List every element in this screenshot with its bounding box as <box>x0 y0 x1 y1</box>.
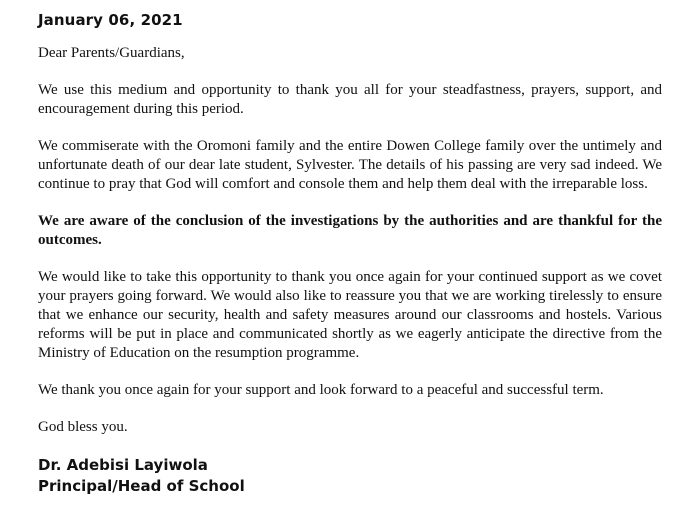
paragraph-investigation: We are aware of the conclusion of the investigations by the authorities and are thankful for the outcomes. <box>38 213 662 248</box>
letter-date: January 06, 2021 <box>38 11 183 29</box>
paragraph-condolence: We commiserate with the Oromoni family and the entire Dowen College family over the untimely and unfortunate death of our dear late student, Sylvester. The details of his passing are very sad indeed. We continue to pray that God will comfort and console them and help them deal with the irreparable loss. <box>38 138 662 192</box>
signatory-name: Dr. Adebisi Layiwola <box>38 456 208 474</box>
paragraph-reforms: We would like to take this opportunity to thank you once again for your continued support as we covet your prayers going forward. We would also like to reassure you that we are working tirelessly to ensure that we enhance our security, health and safety measures around our classrooms and hostels. Various reforms will be put in place and communicated shortly as we eagerly anticipate the directive from the Ministry of Education on the resumption programme. <box>38 269 662 361</box>
closing-line: God bless you. <box>38 419 128 435</box>
paragraph-thanks: We use this medium and opportunity to thank you all for your steadfastness, prayers, support, and encouragement during this period. <box>38 82 662 117</box>
salutation: Dear Parents/Guardians, <box>38 45 185 61</box>
letter-document <box>38 10 662 497</box>
signatory-title: Principal/Head of School <box>38 477 245 495</box>
paragraph-closing-thanks: We thank you once again for your support and look forward to a peaceful and successful term. <box>38 382 604 398</box>
